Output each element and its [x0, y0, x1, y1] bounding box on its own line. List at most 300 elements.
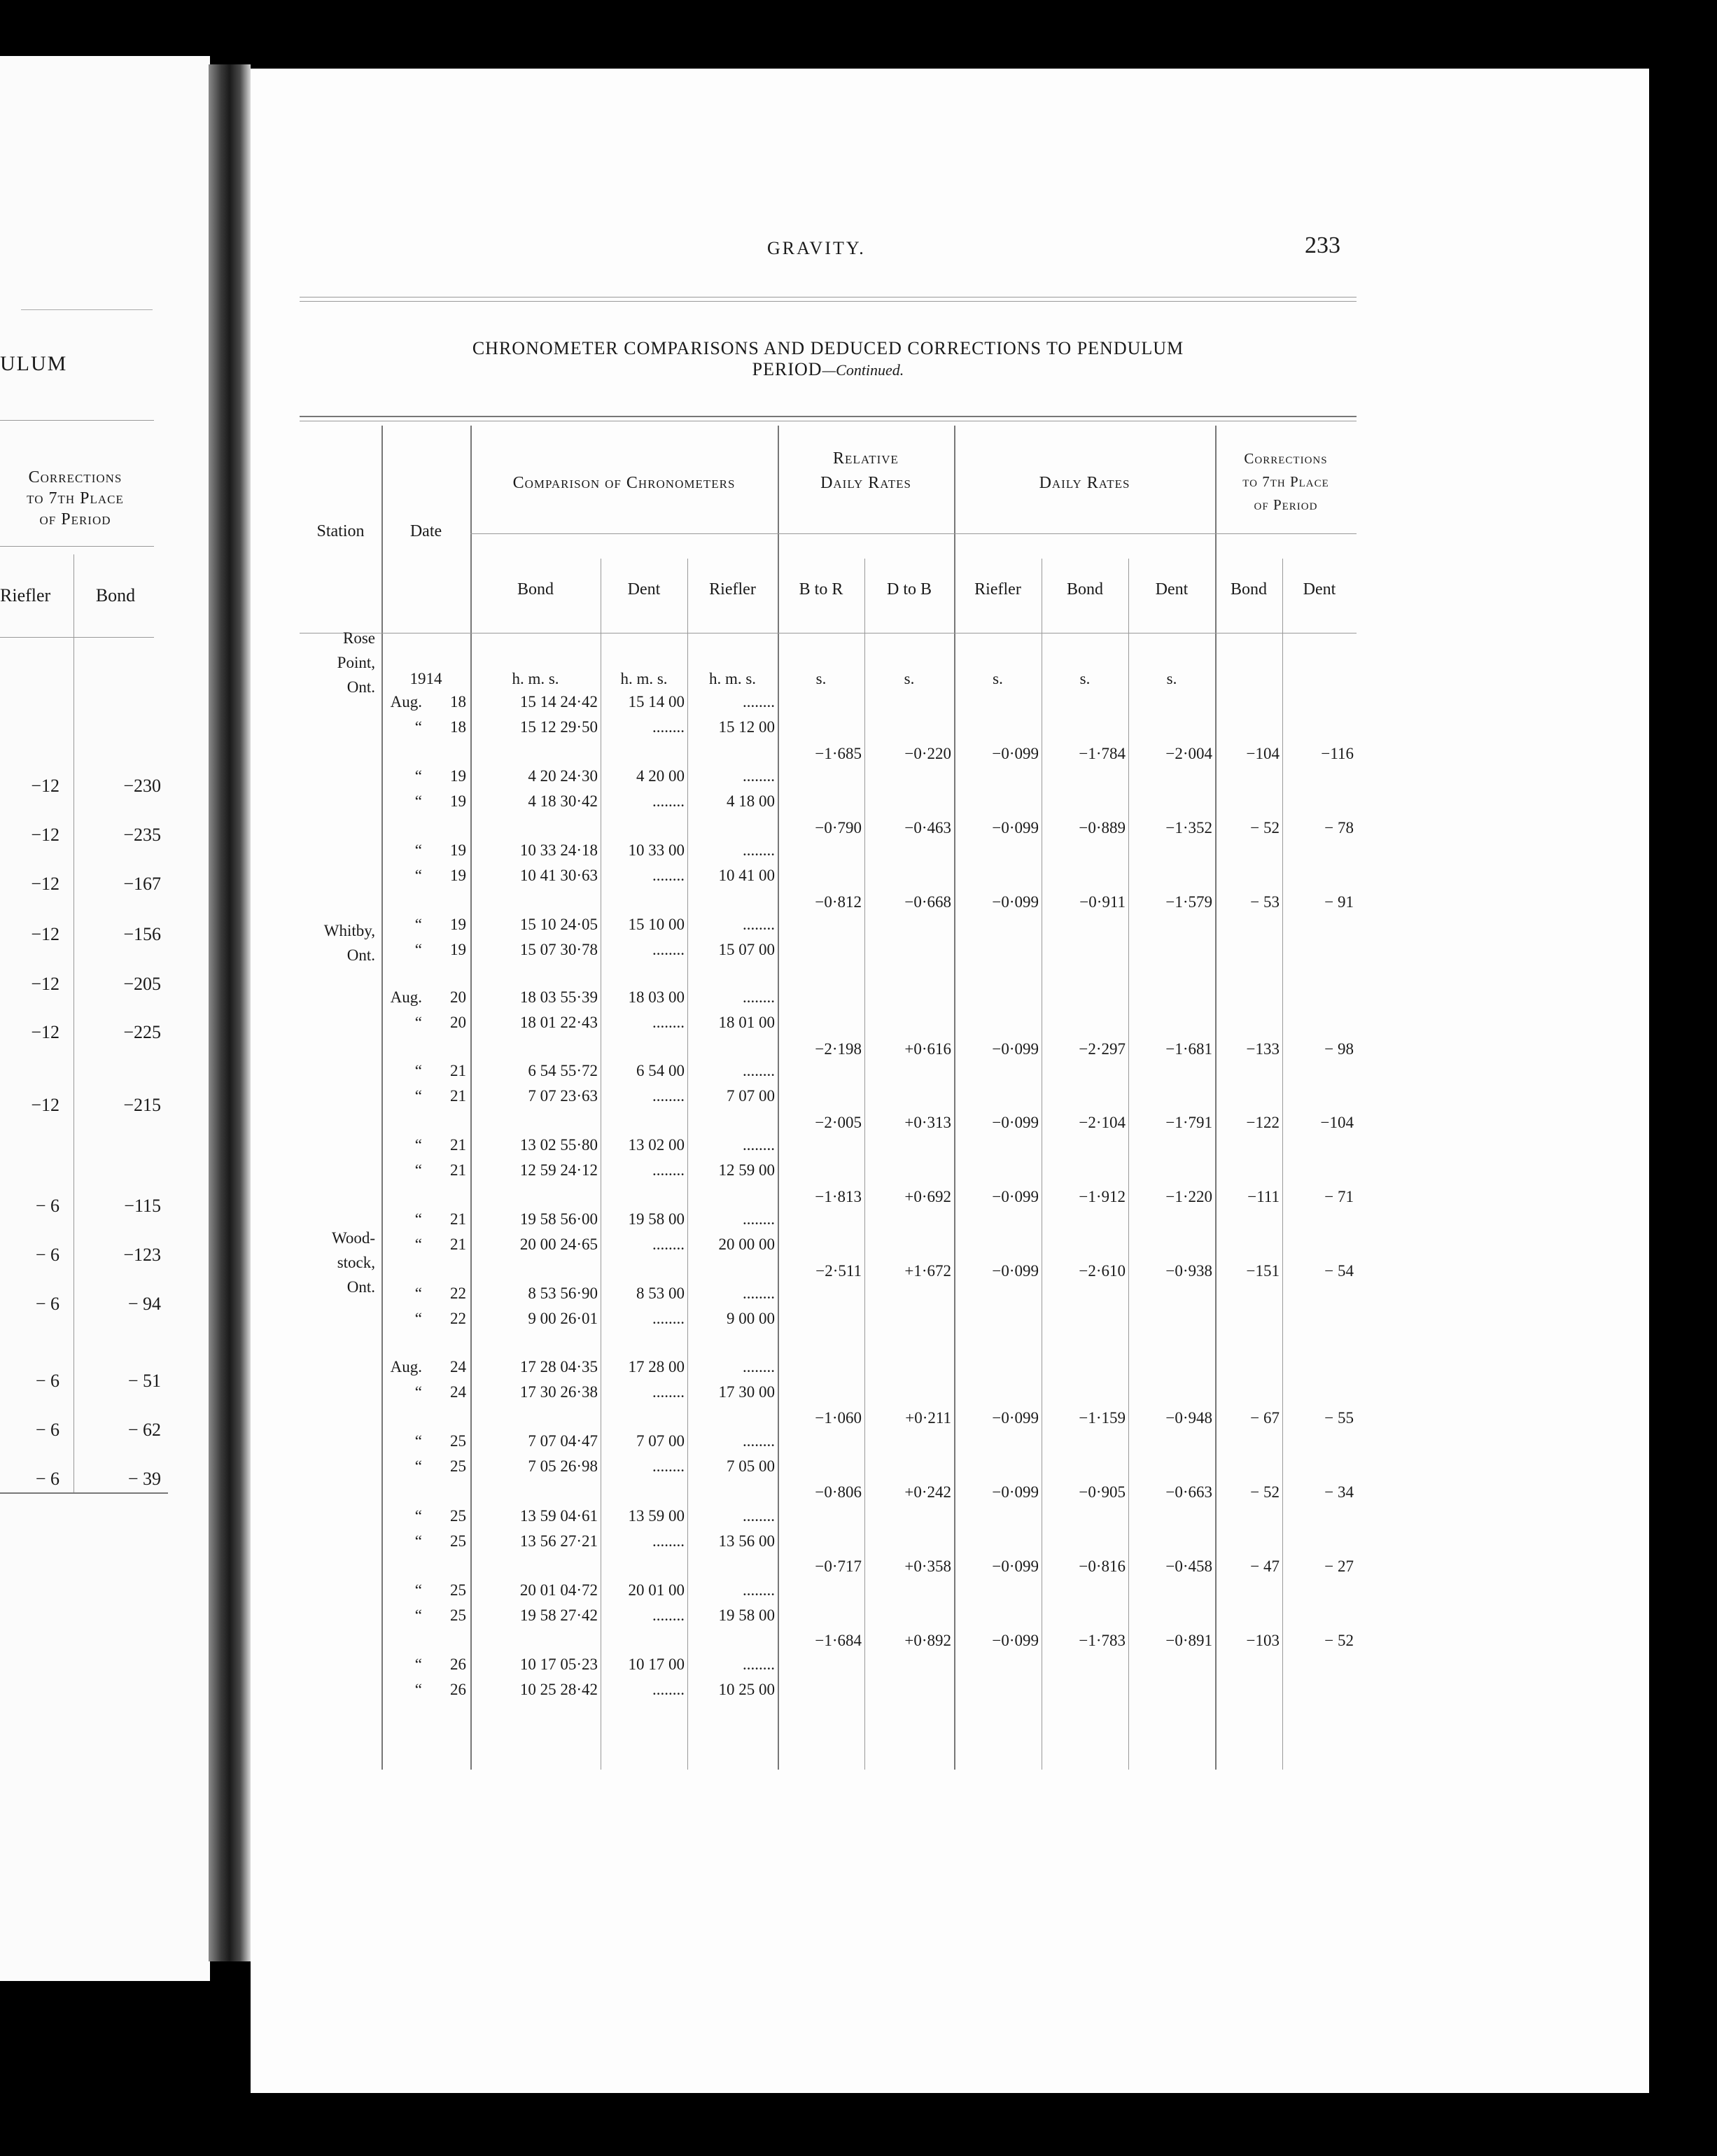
left-bond-cell: − 94	[127, 1294, 161, 1314]
header-date: Date	[409, 522, 442, 540]
left-header-rule	[0, 546, 154, 547]
bond-reading: 19 58 56·00	[519, 1210, 598, 1228]
bond-reading: 4 18 30·42	[528, 792, 598, 810]
riefler-reading: ........	[743, 1062, 775, 1079]
unit-rate-bond: s.	[1079, 670, 1091, 687]
riefler-reading: 20 00 00	[718, 1236, 775, 1253]
col-divider	[1282, 559, 1283, 1770]
bond-reading: 13 59 04·61	[519, 1507, 598, 1525]
riefler-reading: 9 00 00	[727, 1310, 775, 1327]
bond-reading: 17 28 04·35	[519, 1358, 598, 1376]
left-title-fragment: ULUM	[0, 352, 68, 375]
dent-reading: 8 53 00	[636, 1284, 685, 1302]
d-to-b-rate: +0·358	[904, 1558, 951, 1575]
date-month: Aug.	[390, 693, 422, 710]
dent-reading: 13 02 00	[628, 1136, 685, 1154]
left-riefler-cell: − 6	[35, 1294, 59, 1314]
station-label: Point,	[337, 654, 375, 671]
dent-reading: 10 33 00	[628, 841, 685, 859]
riefler-daily-rate: −0·099	[992, 893, 1039, 911]
date-month: “	[414, 792, 422, 810]
riefler-reading: 17 30 00	[718, 1383, 775, 1401]
date-day: 20	[450, 1014, 466, 1031]
left-riefler-cell: −12	[31, 874, 59, 894]
date-month: “	[414, 1062, 422, 1079]
date-day: 26	[450, 1656, 466, 1673]
date-month: Aug.	[390, 1358, 422, 1376]
dent-correction: − 27	[1324, 1558, 1354, 1575]
left-riefler-cell: −12	[31, 776, 59, 796]
dent-correction: − 91	[1324, 893, 1354, 911]
date-month: “	[414, 1681, 422, 1698]
date-day: 24	[450, 1383, 466, 1401]
dent-correction: −116	[1321, 745, 1354, 762]
unit-year: 1914	[409, 670, 442, 687]
dent-correction: − 55	[1324, 1409, 1354, 1427]
d-to-b-rate: −0·220	[904, 745, 951, 762]
left-bond-cell: −235	[123, 825, 161, 845]
riefler-reading: 18 01 00	[718, 1014, 775, 1031]
date-month: “	[414, 1383, 422, 1401]
date-day: 21	[450, 1210, 466, 1228]
bond-daily-rate: −1·912	[1079, 1188, 1126, 1205]
riefler-daily-rate: −0·099	[992, 1188, 1039, 1205]
riefler-daily-rate: −0·099	[992, 1262, 1039, 1280]
station-label: Ont.	[346, 678, 375, 696]
bond-reading: 18 03 55·39	[519, 988, 598, 1006]
book-spine	[209, 64, 251, 1961]
date-month: “	[414, 1310, 422, 1327]
riefler-daily-rate: −0·099	[992, 1409, 1039, 1427]
riefler-reading: ........	[743, 1656, 775, 1673]
d-to-b-rate: −0·463	[904, 819, 951, 836]
dent-reading: ........	[652, 941, 685, 958]
header-bottom-rule	[300, 633, 1357, 634]
head-rule	[300, 301, 1357, 302]
left-riefler-cell: −12	[31, 974, 59, 994]
bond-reading: 7 07 04·47	[528, 1432, 598, 1450]
header-daily-rates: Daily Rates	[1039, 474, 1130, 492]
dent-correction: − 34	[1324, 1483, 1354, 1501]
b-to-r-rate: −2·005	[815, 1114, 862, 1131]
date-month: “	[414, 1136, 422, 1154]
bond-daily-rate: −2·104	[1079, 1114, 1126, 1131]
unit-rate-dent: s.	[1166, 670, 1177, 687]
dent-daily-rate: −0·458	[1165, 1558, 1212, 1575]
dent-reading: ........	[652, 1236, 685, 1253]
table-top-rule	[300, 416, 1357, 417]
bond-daily-rate: −1·783	[1079, 1632, 1126, 1649]
running-head: GRAVITY.	[767, 238, 866, 258]
dent-reading: ........	[652, 1457, 685, 1475]
header-corr-bond: Bond	[1230, 580, 1267, 598]
left-bond-cell: −156	[123, 924, 161, 944]
table-title-line2	[300, 360, 1357, 379]
unit-b-to-r: s.	[815, 670, 827, 687]
riefler-daily-rate: −0·099	[992, 819, 1039, 836]
date-month: “	[414, 1014, 422, 1031]
riefler-reading: 7 07 00	[727, 1087, 775, 1105]
riefler-reading: 4 18 00	[727, 792, 775, 810]
station-label: Ont.	[346, 946, 375, 964]
riefler-reading: 7 05 00	[727, 1457, 775, 1475]
b-to-r-rate: −1·684	[815, 1632, 862, 1649]
date-day: 21	[450, 1136, 466, 1154]
header-bond: Bond	[517, 580, 554, 598]
header-b-to-r: B to R	[799, 580, 843, 598]
left-header-rule	[0, 637, 154, 638]
bond-reading: 20 01 04·72	[519, 1581, 598, 1599]
left-rule	[0, 420, 154, 421]
date-month: “	[414, 867, 422, 884]
riefler-reading: ........	[743, 1210, 775, 1228]
bond-daily-rate: −1·159	[1079, 1409, 1126, 1427]
riefler-reading: 12 59 00	[718, 1161, 775, 1179]
date-month: Aug.	[390, 988, 422, 1006]
riefler-daily-rate: −0·099	[992, 1114, 1039, 1131]
riefler-daily-rate: −0·099	[992, 1483, 1039, 1501]
riefler-reading: ........	[743, 693, 775, 710]
col-divider	[864, 559, 865, 1770]
header-rate-riefler: Riefler	[974, 580, 1021, 598]
dent-daily-rate: −2·004	[1165, 745, 1212, 762]
dent-daily-rate: −0·891	[1165, 1632, 1212, 1649]
riefler-reading: 10 41 00	[718, 867, 775, 884]
date-day: 25	[450, 1606, 466, 1624]
bond-correction: −111	[1247, 1188, 1280, 1205]
bond-daily-rate: −0·816	[1079, 1558, 1126, 1575]
left-bond-cell: − 62	[127, 1420, 161, 1440]
table-title-continued: —Continued.	[822, 361, 904, 379]
date-day: 21	[450, 1161, 466, 1179]
bond-correction: −104	[1246, 745, 1280, 762]
date-day: 25	[450, 1507, 466, 1525]
b-to-r-rate: −1·685	[815, 745, 862, 762]
date-month: “	[414, 767, 422, 785]
bond-reading: 13 02 55·80	[519, 1136, 598, 1154]
b-to-r-rate: −0·806	[815, 1483, 862, 1501]
unit-dent: h. m. s.	[620, 670, 668, 687]
left-bond-cell: − 39	[127, 1469, 161, 1489]
header-relative-2: Daily Rates	[820, 474, 911, 492]
dent-reading: 13 59 00	[628, 1507, 685, 1525]
left-riefler-cell: − 6	[35, 1469, 59, 1489]
riefler-reading: 19 58 00	[718, 1606, 775, 1624]
date-month: “	[414, 1432, 422, 1450]
dent-reading: 17 28 00	[628, 1358, 685, 1376]
head-rule	[300, 297, 1357, 298]
date-day: 19	[450, 916, 466, 933]
left-riefler-cell: −12	[31, 1095, 59, 1115]
date-day: 19	[450, 767, 466, 785]
dent-reading: 19 58 00	[628, 1210, 685, 1228]
left-riefler-cell: − 6	[35, 1196, 59, 1216]
d-to-b-rate: +0·892	[904, 1632, 951, 1649]
dent-reading: ........	[652, 792, 685, 810]
dent-reading: ........	[652, 1161, 685, 1179]
b-to-r-rate: −2·198	[815, 1040, 862, 1058]
dent-correction: − 54	[1324, 1262, 1354, 1280]
date-day: 25	[450, 1581, 466, 1599]
date-day: 21	[450, 1062, 466, 1079]
dent-daily-rate: −1·220	[1165, 1188, 1212, 1205]
dent-reading: ........	[652, 1087, 685, 1105]
date-month: “	[414, 941, 422, 958]
riefler-reading: 10 25 00	[718, 1681, 775, 1698]
date-month: “	[414, 1210, 422, 1228]
left-bottom-rule	[0, 1492, 168, 1494]
left-bond-cell: −225	[123, 1022, 161, 1042]
header-corr-dent: Dent	[1303, 580, 1336, 598]
date-month: “	[414, 1284, 422, 1302]
col-divider	[381, 426, 383, 1770]
left-col-riefler: Riefler	[0, 585, 51, 606]
left-bond-cell: − 51	[127, 1371, 161, 1391]
header-rate-dent: Dent	[1155, 580, 1189, 598]
bond-daily-rate: −2·610	[1079, 1262, 1126, 1280]
bond-daily-rate: −0·911	[1079, 893, 1126, 911]
station-label: Whitby,	[323, 922, 375, 939]
left-col-bond: Bond	[95, 585, 136, 606]
unit-bond: h. m. s.	[512, 670, 559, 687]
date-day: 25	[450, 1457, 466, 1475]
left-riefler-cell: − 6	[35, 1371, 59, 1391]
date-month: “	[414, 1532, 422, 1550]
date-month: “	[414, 1507, 422, 1525]
riefler-reading: ........	[743, 1432, 775, 1450]
bond-correction: −151	[1246, 1262, 1280, 1280]
date-day: 21	[450, 1087, 466, 1105]
header-rate-bond: Bond	[1066, 580, 1103, 598]
bond-reading: 7 05 26·98	[528, 1457, 598, 1475]
riefler-reading: ........	[743, 1358, 775, 1376]
date-day: 20	[450, 988, 466, 1006]
date-month: “	[414, 1581, 422, 1599]
table-title-main: PERIOD	[752, 359, 822, 379]
dent-correction: − 52	[1324, 1632, 1354, 1649]
left-riefler-cell: −12	[31, 924, 59, 944]
left-bond-cell: −215	[123, 1095, 161, 1115]
dent-daily-rate: −0·938	[1165, 1262, 1212, 1280]
header-station: Station	[316, 522, 365, 540]
bond-daily-rate: −0·905	[1079, 1483, 1126, 1501]
dent-reading: 4 20 00	[636, 767, 685, 785]
left-page	[0, 56, 210, 1981]
header-corrections-1: Corrections	[1244, 450, 1328, 467]
date-day: 26	[450, 1681, 466, 1698]
bond-correction: − 67	[1250, 1409, 1280, 1427]
d-to-b-rate: +0·313	[904, 1114, 951, 1131]
date-day: 19	[450, 792, 466, 810]
left-corrections-header-1: Corrections	[28, 468, 122, 486]
date-month: “	[414, 1606, 422, 1624]
station-label: stock,	[337, 1254, 375, 1271]
dent-reading: 15 10 00	[628, 916, 685, 933]
dent-reading: 18 03 00	[628, 988, 685, 1006]
left-riefler-cell: −12	[31, 1022, 59, 1042]
dent-daily-rate: −1·791	[1165, 1114, 1212, 1131]
bond-reading: 6 54 55·72	[528, 1062, 598, 1079]
bond-reading: 15 07 30·78	[519, 941, 598, 958]
dent-daily-rate: −1·579	[1165, 893, 1212, 911]
dent-reading: ........	[652, 1310, 685, 1327]
left-bond-cell: −123	[123, 1245, 161, 1265]
station-label: Rose	[343, 629, 375, 647]
bond-daily-rate: −0·889	[1079, 819, 1126, 836]
dent-daily-rate: −0·663	[1165, 1483, 1212, 1501]
b-to-r-rate: −0·812	[815, 893, 862, 911]
dent-reading: ........	[652, 1014, 685, 1031]
dent-reading: ........	[652, 1681, 685, 1698]
d-to-b-rate: −0·668	[904, 893, 951, 911]
bond-reading: 10 33 24·18	[519, 841, 598, 859]
date-month: “	[414, 1457, 422, 1475]
header-relative-1: Relative	[833, 449, 899, 468]
date-day: 21	[450, 1236, 466, 1253]
unit-riefler: h. m. s.	[708, 670, 757, 687]
header-corrections-2: to 7th Place	[1242, 473, 1329, 490]
left-col-divider	[73, 554, 74, 1492]
col-divider	[1128, 559, 1129, 1770]
dent-correction: − 78	[1324, 819, 1354, 836]
date-day: 19	[450, 841, 466, 859]
date-day: 19	[450, 941, 466, 958]
bond-correction: −133	[1246, 1040, 1280, 1058]
dent-correction: − 71	[1324, 1188, 1354, 1205]
bond-reading: 10 41 30·63	[519, 867, 598, 884]
dent-reading: 15 14 00	[628, 693, 685, 710]
station-label: Ont.	[346, 1278, 375, 1296]
bond-correction: − 52	[1250, 1483, 1280, 1501]
date-day: 22	[450, 1310, 466, 1327]
date-day: 18	[450, 693, 466, 710]
bond-correction: −103	[1246, 1632, 1280, 1649]
b-to-r-rate: −1·813	[815, 1188, 862, 1205]
left-rule	[21, 309, 153, 310]
d-to-b-rate: +0·211	[905, 1409, 951, 1427]
bond-reading: 15 14 24·42	[519, 693, 598, 710]
riefler-reading: ........	[743, 1136, 775, 1154]
d-to-b-rate: +0·242	[904, 1483, 951, 1501]
dent-reading: ........	[652, 867, 685, 884]
date-month: “	[414, 1087, 422, 1105]
dent-reading: 20 01 00	[628, 1581, 685, 1599]
bond-reading: 19 58 27·42	[519, 1606, 598, 1624]
bond-correction: − 53	[1250, 893, 1280, 911]
dent-correction: −104	[1320, 1114, 1354, 1131]
date-day: 25	[450, 1532, 466, 1550]
dent-reading: 6 54 00	[636, 1062, 685, 1079]
bond-daily-rate: −2·297	[1079, 1040, 1126, 1058]
dent-daily-rate: −1·352	[1165, 819, 1212, 836]
bond-reading: 12 59 24·12	[519, 1161, 598, 1179]
left-bond-cell: −230	[123, 776, 161, 796]
riefler-reading: ........	[743, 767, 775, 785]
bond-reading: 8 53 56·90	[528, 1284, 598, 1302]
header-d-to-b: D to B	[886, 580, 932, 598]
riefler-daily-rate: −0·099	[992, 745, 1039, 762]
b-to-r-rate: −2·511	[815, 1262, 862, 1280]
dent-reading: 10 17 00	[628, 1656, 685, 1673]
riefler-reading: ........	[743, 841, 775, 859]
left-corrections-header-3: of Period	[39, 510, 111, 528]
riefler-reading: ........	[743, 988, 775, 1006]
bond-reading: 15 12 29·50	[519, 718, 598, 736]
bond-reading: 20 00 24·65	[519, 1236, 598, 1253]
bond-correction: − 52	[1250, 819, 1280, 836]
header-comparison: Comparison of Chronometers	[512, 474, 736, 492]
unit-d-to-b: s.	[904, 670, 915, 687]
date-day: 22	[450, 1284, 466, 1302]
left-riefler-cell: − 6	[35, 1245, 59, 1265]
left-riefler-cell: − 6	[35, 1420, 59, 1440]
bond-reading: 18 01 22·43	[519, 1014, 598, 1031]
date-day: 18	[450, 718, 466, 736]
bond-reading: 9 00 26·01	[528, 1310, 598, 1327]
dent-reading: ........	[652, 1532, 685, 1550]
riefler-daily-rate: −0·099	[992, 1632, 1039, 1649]
header-dent: Dent	[627, 580, 661, 598]
left-bond-cell: −115	[124, 1196, 161, 1216]
bond-reading: 17 30 26·38	[519, 1383, 598, 1401]
bond-correction: −122	[1246, 1114, 1280, 1131]
bond-reading: 10 17 05·23	[519, 1656, 598, 1673]
bond-reading: 10 25 28·42	[519, 1681, 598, 1698]
page-number: 233	[1305, 232, 1340, 258]
bond-reading: 13 56 27·21	[519, 1532, 598, 1550]
b-to-r-rate: −0·717	[815, 1558, 862, 1575]
date-month: “	[414, 841, 422, 859]
bond-reading: 4 20 24·30	[528, 767, 598, 785]
d-to-b-rate: +0·692	[904, 1188, 951, 1205]
table-title-line1: CHRONOMETER COMPARISONS AND DEDUCED CORRECTIONS TO PENDULUM	[472, 338, 1184, 358]
date-day: 25	[450, 1432, 466, 1450]
dent-reading: ........	[652, 718, 685, 736]
date-month: “	[414, 1236, 422, 1253]
dent-reading: ........	[652, 1383, 685, 1401]
header-riefler: Riefler	[709, 580, 756, 598]
d-to-b-rate: +1·672	[904, 1262, 951, 1280]
bond-correction: − 47	[1250, 1558, 1280, 1575]
dent-daily-rate: −1·681	[1165, 1040, 1212, 1058]
left-riefler-cell: −12	[31, 825, 59, 845]
riefler-reading: 15 07 00	[718, 941, 775, 958]
bond-reading: 15 10 24·05	[519, 916, 598, 933]
b-to-r-rate: −1·060	[815, 1409, 862, 1427]
riefler-reading: ........	[743, 1284, 775, 1302]
bond-daily-rate: −1·784	[1079, 745, 1126, 762]
header-corrections-3: of Period	[1254, 496, 1318, 513]
b-to-r-rate: −0·790	[815, 819, 862, 836]
date-day: 19	[450, 867, 466, 884]
right-page	[251, 69, 1649, 2093]
date-month: “	[414, 718, 422, 736]
date-day: 24	[450, 1358, 466, 1376]
date-month: “	[414, 916, 422, 933]
dent-reading: 7 07 00	[636, 1432, 685, 1450]
station-label: Wood-	[331, 1229, 375, 1247]
riefler-reading: ........	[743, 1581, 775, 1599]
riefler-daily-rate: −0·099	[992, 1040, 1039, 1058]
dent-reading: ........	[652, 1606, 685, 1624]
date-month: “	[414, 1656, 422, 1673]
date-month: “	[414, 1161, 422, 1179]
riefler-daily-rate: −0·099	[992, 1558, 1039, 1575]
header-mid-rule	[470, 533, 1357, 534]
riefler-reading: ........	[743, 1507, 775, 1525]
left-corrections-header-2: to 7th Place	[27, 489, 124, 507]
riefler-reading: ........	[743, 916, 775, 933]
